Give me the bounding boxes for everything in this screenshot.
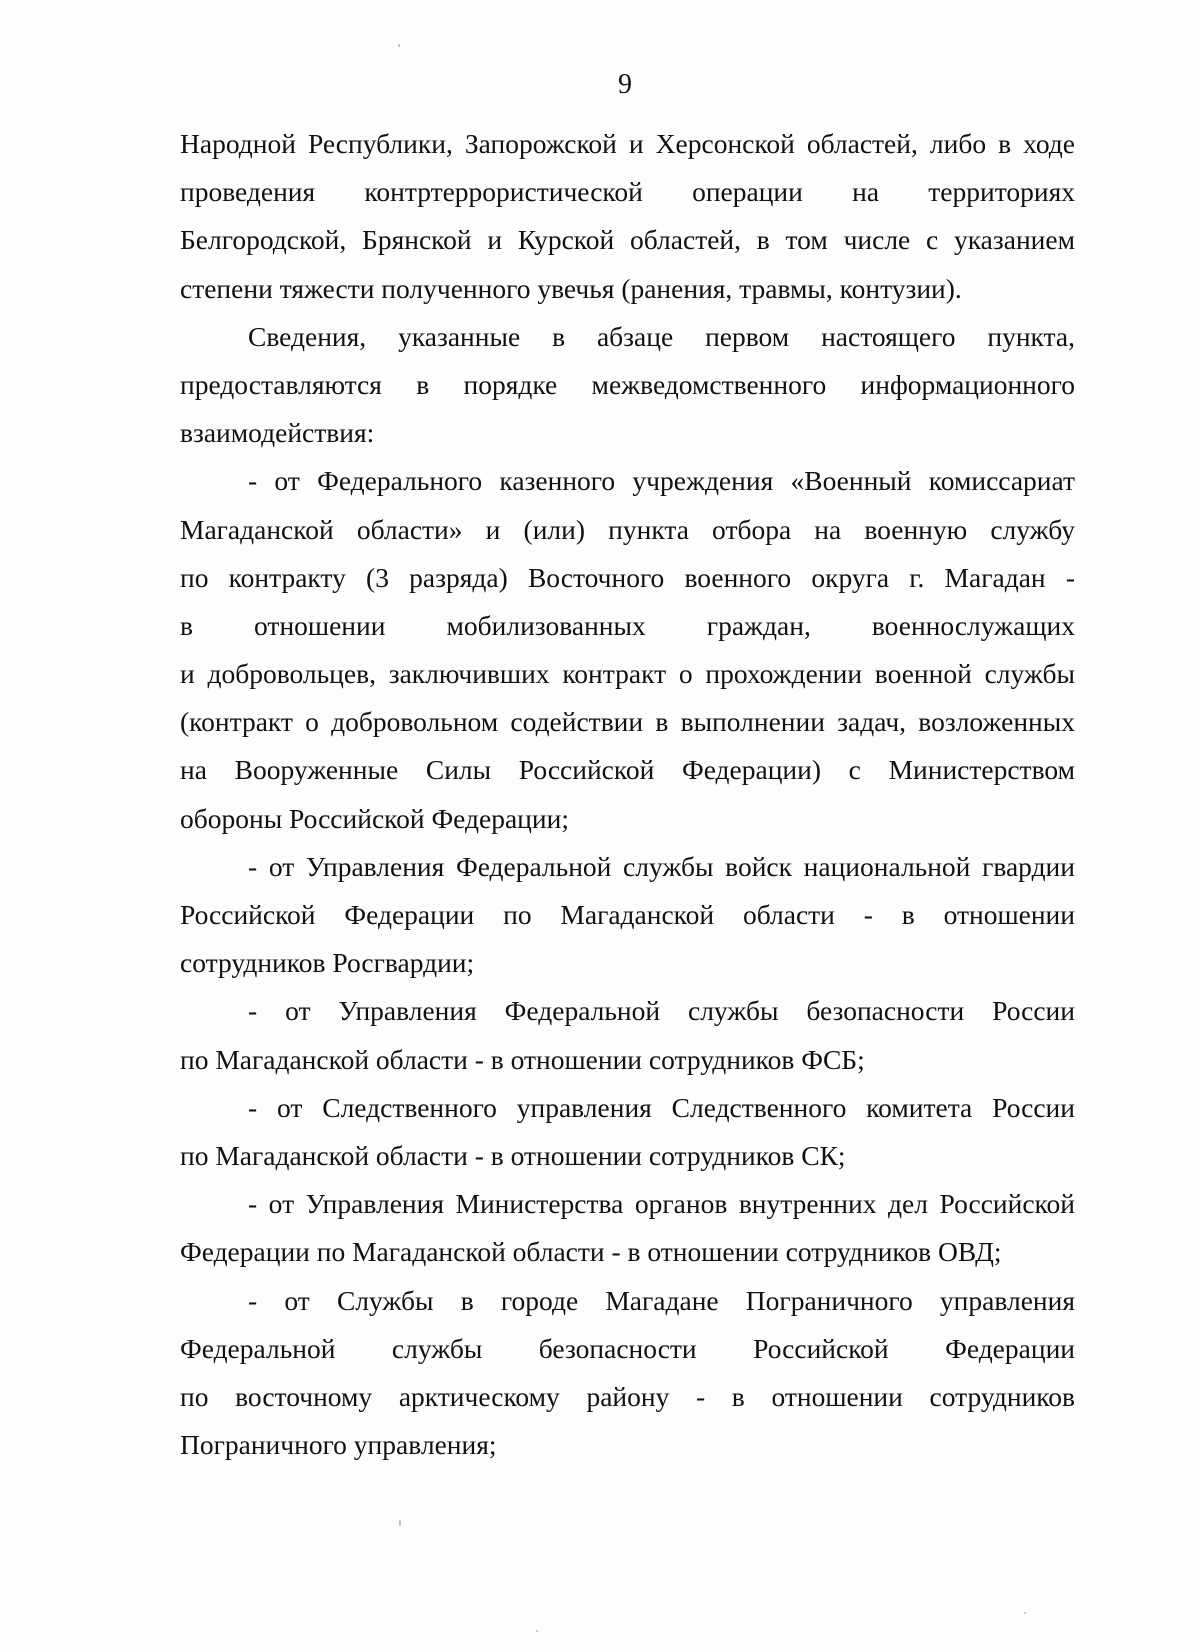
text-line: Российской Федерации по Магаданской области - в отношении (180, 899, 1075, 930)
scan-speck (1024, 1612, 1026, 1614)
text-line: - от Управления Федеральной службы безопасности России (248, 995, 1075, 1027)
paragraph-6 (180, 1084, 1075, 1180)
paragraph-4 (180, 843, 1075, 988)
text-line: Магаданской области» и (или) пункта отбора на военную службу (180, 513, 1075, 545)
text-line: и добровольцев, заключивших контракт о прохождении военной службы (180, 658, 1075, 690)
text-line: по Магаданской области - в отношении сотрудников СК; (180, 1139, 846, 1171)
text-line: Федеральной службы безопасности Российской Федерации (180, 1332, 1075, 1364)
text-line: по Магаданской области - в отношении сотрудников ФСБ; (180, 1043, 865, 1075)
text-line: степени тяжести полученного увечья (ранения, травмы, контузии). (180, 272, 962, 304)
document-body (180, 120, 1075, 1469)
text-line: - от Федерального казенного учреждения «Военный комиссариат (248, 465, 1075, 497)
text-line: сотрудников Росгвардии; (180, 947, 475, 979)
scan-speck (399, 1520, 401, 1526)
text-line: по контракту (3 разряда) Восточного военного округа г. Магадан - (180, 561, 1075, 593)
text-line: - от Управления Федеральной службы войск национальной гвардии (248, 850, 1075, 882)
text-line: Белгородской, Брянской и Курской областей, в том числе с указанием (180, 224, 1075, 256)
text-line: - от Управления Министерства органов внутренних дел Российской (248, 1188, 1075, 1220)
text-line: Федерации по Магаданской области - в отношении сотрудников ОВД; (180, 1236, 1002, 1268)
text-line: по восточному арктическому району - в отношении сотрудников (180, 1380, 1075, 1412)
paragraph-7 (180, 1180, 1075, 1276)
text-line: взаимодействия: (180, 417, 375, 449)
text-line: Пограничного управления; (180, 1429, 497, 1461)
paragraph-5 (180, 987, 1075, 1083)
text-line: Сведения, указанные в абзаце первом настоящего пункта, (248, 320, 1075, 352)
text-line: на Вооруженные Силы Российской Федерации) с Министерством (180, 754, 1075, 786)
text-line: обороны Российской Федерации; (180, 802, 569, 834)
text-line: (контракт о добровольном содействии в выполнении задач, возложенных (180, 706, 1075, 738)
scan-speck (536, 1630, 538, 1632)
text-line: предоставляются в порядке межведомственного информационного (180, 368, 1075, 400)
paragraph-3 (180, 457, 1075, 843)
text-line: проведения контртеррористической операции на территориях (180, 176, 1075, 208)
text-line: в отношении мобилизованных граждан, военнослужащих (180, 609, 1075, 641)
text-line: Народной Республики, Запорожской и Херсонской областей, либо в ходе (180, 128, 1075, 159)
page-number: 9 (618, 69, 632, 100)
paragraph-2 (180, 313, 1075, 458)
scan-speck (398, 44, 400, 47)
paragraph-1 (180, 120, 1075, 313)
text-line: - от Службы в городе Магадане Пограничного управления (248, 1284, 1075, 1316)
text-line: - от Следственного управления Следственного комитета России (248, 1091, 1075, 1123)
paragraph-8 (180, 1277, 1075, 1470)
